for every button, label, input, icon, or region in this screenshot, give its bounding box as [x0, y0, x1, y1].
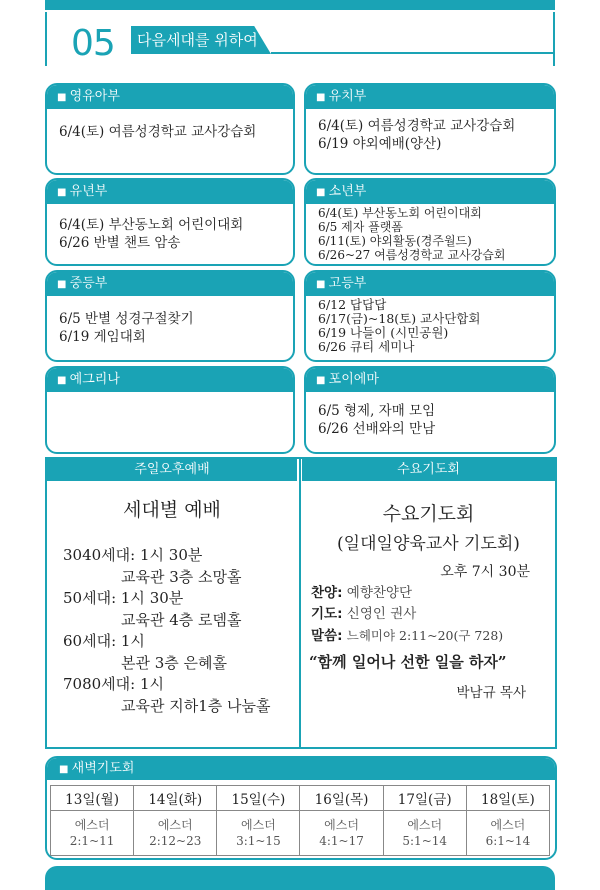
preacher: 박남규 목사: [456, 685, 526, 701]
dept-line: 6/4(토) 부산동노회 어린이대회: [318, 206, 482, 220]
dept-label: ■ 소년부: [316, 180, 366, 204]
reading-cell: [51, 811, 134, 856]
verse: 6:1~14: [485, 834, 531, 848]
worship-divider: [299, 459, 301, 747]
dept-line: 6/26 반별 챈트 암송: [59, 235, 181, 251]
dept-label: ■ 중등부: [57, 272, 107, 296]
verse: 3:1~15: [236, 834, 281, 848]
group-age: 50세대: 1시 30분: [63, 589, 184, 607]
dept-line: 6/19 야외예배(양산): [318, 136, 442, 152]
sunday-schedule: [63, 545, 295, 717]
book: 에스더: [407, 818, 443, 832]
dept-label: ■ 예그리나: [57, 368, 120, 392]
dept-box-kindergarten: [304, 83, 556, 175]
wednesday-header: 수요기도회: [302, 459, 555, 481]
wednesday-details: [311, 583, 551, 647]
group-place: 교육관 지하1층 나눔홀: [121, 696, 271, 715]
verse: 5:1~14: [402, 834, 448, 848]
dept-box-middle: [45, 270, 295, 362]
sunday-header: 주일오후예배: [47, 459, 297, 481]
book: 에스더: [241, 818, 276, 832]
dept-line: 6/17(금)~18(토) 교사단합회: [318, 311, 481, 326]
day-cell: 17일(금): [383, 786, 466, 811]
dept-line: 6/26~27 여름성경학교 교사강습회: [318, 248, 506, 262]
header-underline: [271, 52, 555, 54]
dept-label: ■ 포이에마: [316, 368, 379, 392]
word-label: 말씀:: [311, 628, 343, 644]
verse: 2:12~23: [149, 834, 202, 848]
dept-line: 6/11(토) 야외활동(경주월드): [318, 234, 472, 248]
table-row: [51, 811, 550, 856]
wednesday-time: 오후 7시 30분: [440, 564, 530, 580]
group-place: 교육관 3층 소망홀: [121, 567, 242, 586]
praise-value: 예향찬양단: [346, 585, 412, 601]
book: 에스더: [157, 818, 193, 832]
book: 에스더: [490, 818, 526, 832]
dept-line: 6/4(토) 여름성경학교 교사강습회: [59, 124, 257, 140]
bottom-accent-bar: [45, 866, 555, 890]
dawn-schedule-table: [50, 785, 550, 856]
dept-label: ■ 유치부: [316, 85, 366, 109]
dept-box-infant: [45, 83, 295, 175]
dept-line: 6/5 반별 성경구절찾기: [59, 311, 194, 327]
top-accent-bar: [45, 0, 555, 10]
dept-line: 6/4(토) 부산동노회 어린이대회: [59, 217, 244, 233]
group-age: 3040세대: 1시 30분: [63, 546, 203, 564]
section-title: 다음세대를 위하여: [137, 31, 258, 49]
verse: 2:1~11: [69, 834, 115, 848]
wednesday-subtitle: (일대일양육교사 기도회): [337, 534, 520, 554]
header-right-border: [553, 12, 555, 66]
table-row: [51, 786, 550, 811]
sunday-title: 세대별 예배: [123, 499, 221, 521]
verse: 4:1~17: [319, 834, 364, 848]
section-header: [45, 12, 555, 66]
book: 에스더: [74, 818, 110, 832]
dept-label: ■ 영유아부: [57, 85, 120, 109]
reading-cell: [466, 811, 549, 856]
dept-box-yegrina: [45, 366, 295, 454]
dept-box-poiema: [304, 366, 556, 454]
book: 에스더: [324, 818, 359, 832]
dept-line: 6/5 형제, 자매 모임: [318, 403, 436, 419]
day-cell: 16일(목): [300, 786, 383, 811]
wednesday-title: 수요기도회: [382, 503, 475, 525]
dawn-label: ■ 새벽기도회: [59, 758, 134, 781]
reading-cell: [134, 811, 217, 856]
sermon-title: “함께 일어나 선한 일을 하자”: [309, 653, 507, 671]
dept-line: 6/19 게임대회: [59, 329, 146, 345]
dept-box-primary: [45, 178, 295, 266]
word-value: 느헤미야 2:11~20(구 728): [346, 628, 504, 643]
dept-line: 6/26 큐티 세미나: [318, 339, 415, 354]
prayer-value: 신영인 권사: [346, 606, 417, 622]
dept-box-youth: [304, 178, 556, 266]
praise-label: 찬양:: [311, 585, 343, 601]
group-age: 7080세대: 1시: [63, 675, 165, 693]
header-left-border: [45, 12, 47, 66]
reading-cell: [217, 811, 300, 856]
day-cell: 18일(토): [466, 786, 549, 811]
dawn-prayer-box: [45, 756, 557, 860]
dept-line: 6/4(토) 여름성경학교 교사강습회: [318, 118, 516, 134]
reading-cell: [383, 811, 466, 856]
day-cell: 15일(수): [217, 786, 300, 811]
dept-box-high: [304, 270, 556, 362]
day-cell: 13일(월): [51, 786, 134, 811]
reading-cell: [300, 811, 383, 856]
dept-label: ■ 고등부: [316, 272, 366, 296]
day-cell: 14일(화): [134, 786, 217, 811]
section-number: 05: [71, 23, 115, 64]
prayer-label: 기도:: [311, 606, 343, 622]
group-place: 본관 3층 은혜홀: [121, 653, 228, 672]
dept-line: 6/26 선배와의 만남: [318, 421, 436, 437]
worship-section: [45, 457, 557, 749]
dept-label: ■ 유년부: [57, 180, 107, 204]
group-place: 교육관 4층 로뎀홀: [121, 610, 242, 629]
group-age: 60세대: 1시: [63, 632, 145, 650]
dept-line: 6/19 나들이 (시민공원): [318, 325, 449, 340]
dept-line: 6/12 답답답: [318, 297, 387, 312]
dept-line: 6/5 제자 플랫폼: [318, 220, 403, 234]
